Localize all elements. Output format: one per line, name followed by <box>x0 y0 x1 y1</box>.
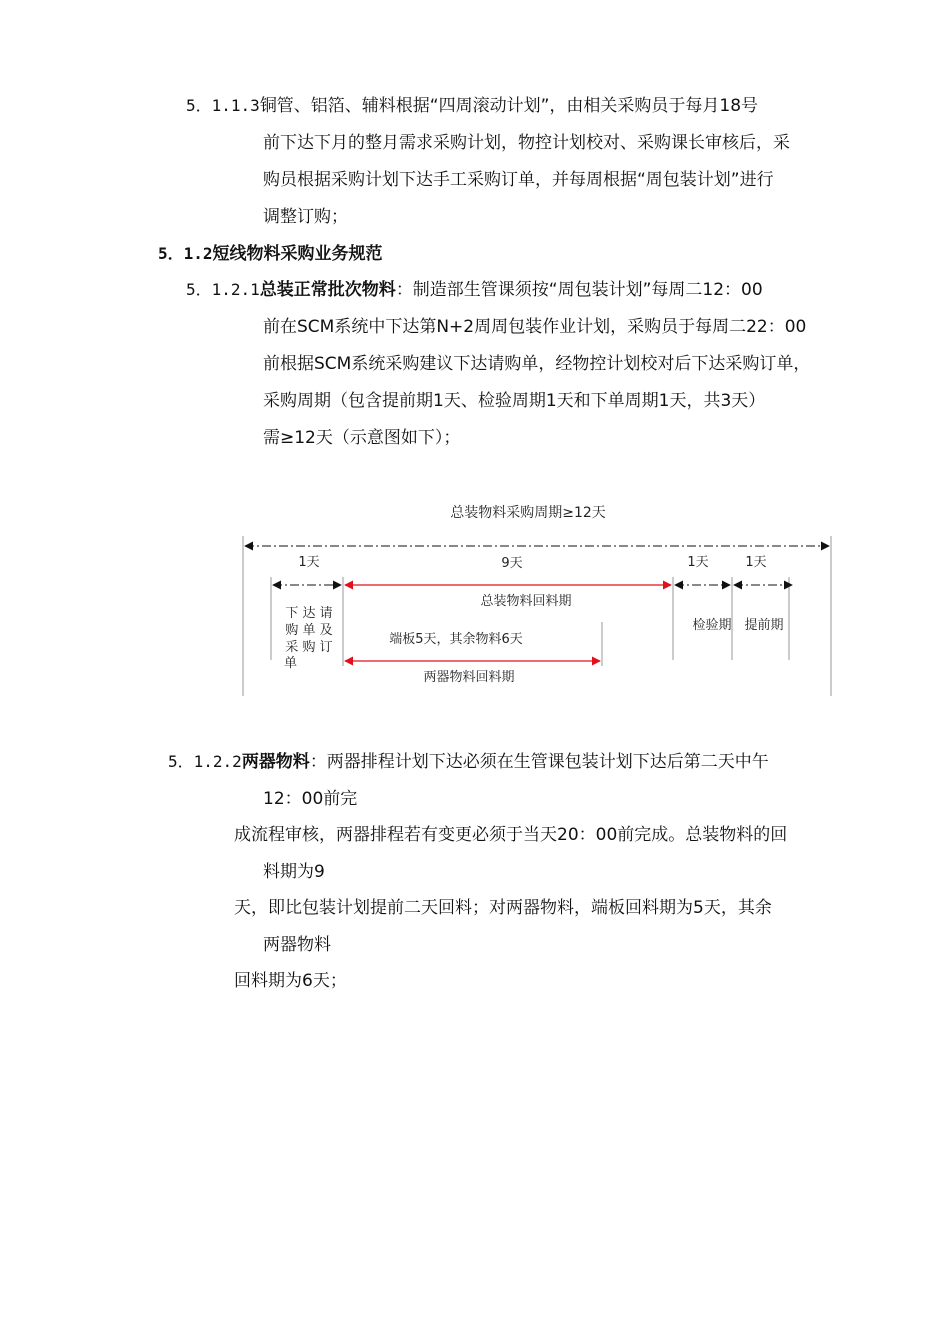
section-5113-text-1: 铜管、铝箔、辅料根据“四周滚动计划”，由相关采购员于每月18号 <box>259 96 759 116</box>
endboard-note: 端板5天，其余物料6天 <box>389 632 523 647</box>
section-5122-text-1: ：两器排程计划下达必须在生管课包装计划下达后第二天中午 <box>309 752 769 772</box>
section-5122-bold-term: 两器物料 <box>241 752 310 772</box>
section-5121-text-3: 前根据SCM系统采购建议下达请购单，经物控计划校对后下达采购订单， <box>263 354 811 374</box>
order-label-line-2: 购 单 及 <box>285 623 333 638</box>
section-5121-text-4: 采购周期（包含提前期1天、检验周期1天和下单周期1天，共3天） <box>263 391 766 411</box>
return-segment-days: 9天 <box>501 556 523 571</box>
section-5113-number: 5．1.1.3 <box>186 96 260 115</box>
lead-segment-days: 1天 <box>745 555 767 570</box>
section-512-number: 5．1.2 <box>158 244 213 263</box>
section-5122-text-5: 天，即比包装计划提前二天回料；对两器物料，端板回料期为5天，其余 <box>234 898 772 918</box>
section-5121-text-5: 需≥12天（示意图如下）； <box>263 428 461 448</box>
section-5121-bold-term: 总装正常批次物料 <box>259 280 396 300</box>
inspect-segment-days: 1天 <box>687 555 709 570</box>
section-512-title: 短线物料采购业务规范 <box>212 244 383 264</box>
order-segment-days: 1天 <box>298 555 320 570</box>
section-5113-text-4: 调整订购； <box>263 207 348 227</box>
section-5122-text-2: 12：00前完 <box>263 789 358 809</box>
total-cycle-label: 总装物料采购周期≥12天 <box>450 505 606 521</box>
order-label-line-4: 单 <box>284 656 298 671</box>
return-period-label: 总装物料回料期 <box>480 594 572 609</box>
section-5121-text-1: ：制造部生管课须按“周包装计划”每周二12：00 <box>395 280 763 300</box>
section-5121-number: 5．1.2.1 <box>186 280 260 299</box>
section-5122-text-6: 两器物料 <box>263 935 331 955</box>
section-5122-text-3: 成流程审核，两器排程若有变更必须于当天20：00前完成。总装物料的回 <box>234 825 788 845</box>
section-5113-text-3: 购员根据采购计划下达手工采购订单，并每周根据“周包装计划”进行 <box>263 170 774 190</box>
section-5121-text-2: 前在SCM系统中下达第N+2周周包装作业计划，采购员于每周二22：00 <box>263 317 807 337</box>
section-5113-text-2: 前下达下月的整月需求采购计划，物控计划校对、采购课长审核后，采 <box>263 133 790 153</box>
section-5122-first-line <box>168 752 769 772</box>
section-5122-text-4: 料期为9 <box>263 862 325 882</box>
section-5122-text-7: 回料期为6天； <box>234 971 347 991</box>
inspect-period-label: 检验期 <box>692 618 732 633</box>
lead-period-label: 提前期 <box>744 618 784 633</box>
twodev-period-label: 两器物料回料期 <box>423 670 515 685</box>
order-label-line-3: 采 购 订 <box>285 640 333 655</box>
section-5122-number: 5．1.2.2 <box>168 752 242 771</box>
order-label-line-1: 下 达 请 <box>285 606 333 621</box>
